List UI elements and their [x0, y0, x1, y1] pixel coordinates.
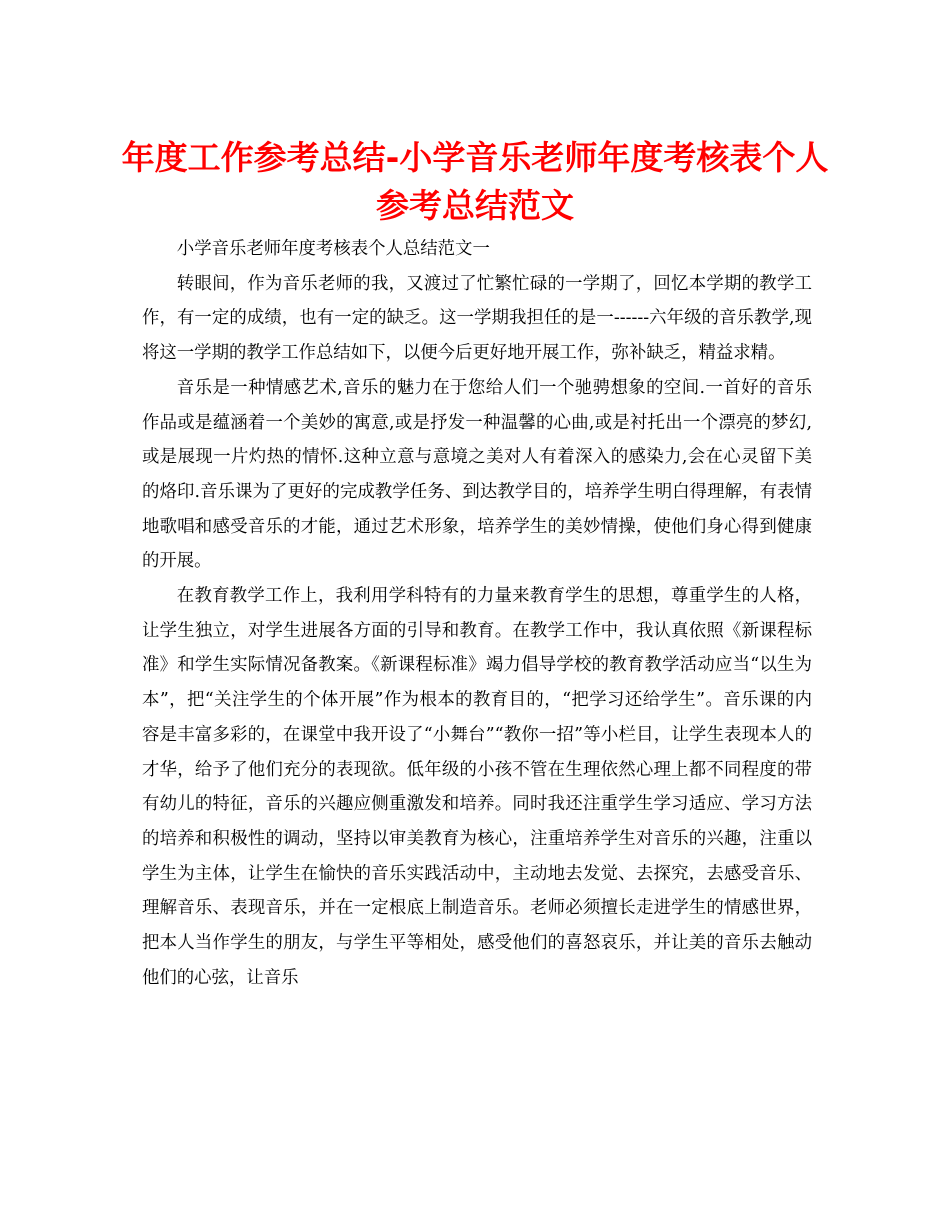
document-title: 年度工作参考总结-小学音乐老师年度考核表个人参考总结范文	[121, 138, 829, 225]
paragraph-music-art: 音乐是一种情感艺术,音乐的魅力在于您给人们一个驰骋想象的空间.一首好的音乐作品或是蕴涵着一个美妙的寓意,或是抒发一种温馨的心曲,或是衬托出一个漂亮的梦幻,或是展现一片灼热的情怀.这种立意与意境之美对人有着深入的感染力,会在心灵留下美的烙印.音乐课为了更好的完成教学任务、到达教学目的，培养学生明白得理解，有表情地歌唱和感受音乐的才能，通过艺术形象，培养学生的美妙情操，使他们身心得到健康的开展。	[142, 377, 812, 572]
document-body	[142, 232, 812, 995]
paragraph-subtitle: 小学音乐老师年度考核表个人总结范文一	[176, 239, 490, 259]
paragraph-intro: 转眼间，作为音乐老师的我，又渡过了忙繁忙碌的一学期了，回忆本学期的教学工作，有一定的成绩，也有一定的缺乏。这一学期我担任的是一------六年级的音乐教学,现将这一学期的教学工作总结如下，以便今后更好地开展工作，弥补缺乏，精益求精。	[142, 273, 812, 364]
paragraph-teaching-work: 在教育教学工作上，我利用学科特有的力量来教育学生的思想，尊重学生的人格，让学生独立，对学生进展各方面的引导和教育。在教学工作中，我认真依照《新课程标准》和学生实际情况备教案。《新课程标准》竭力倡导学校的教育教学活动应当“以生为本”，把“关注学生的个体开展”作为根本的教育目的，“把学习还给学生”。音乐课的内容是丰富多彩的，在课堂中我开设了“小舞台”“教你一招”等小栏目，让学生表现本人的才华，给予了他们充分的表现欲。低年级的小孩不管在生理依然心理上都不同程度的带有幼儿的特征，音乐的兴趣应侧重激发和培养。同时我还注重学生学习适应、学习方法的培养和积极性的调动，坚持以审美教育为核心，注重培养学生对音乐的兴趣，注重以学生为主体，让学生在愉快的音乐实践活动中，主动地去发觉、去探究，去感受音乐、理解音乐、表现音乐，并在一定根底上制造音乐。老师必须擅长走进学生的情感世界，把本人当作学生的朋友，与学生平等相处，感受他们的喜怒哀乐，并让美的音乐去触动他们的心弦，让音乐	[142, 586, 812, 988]
